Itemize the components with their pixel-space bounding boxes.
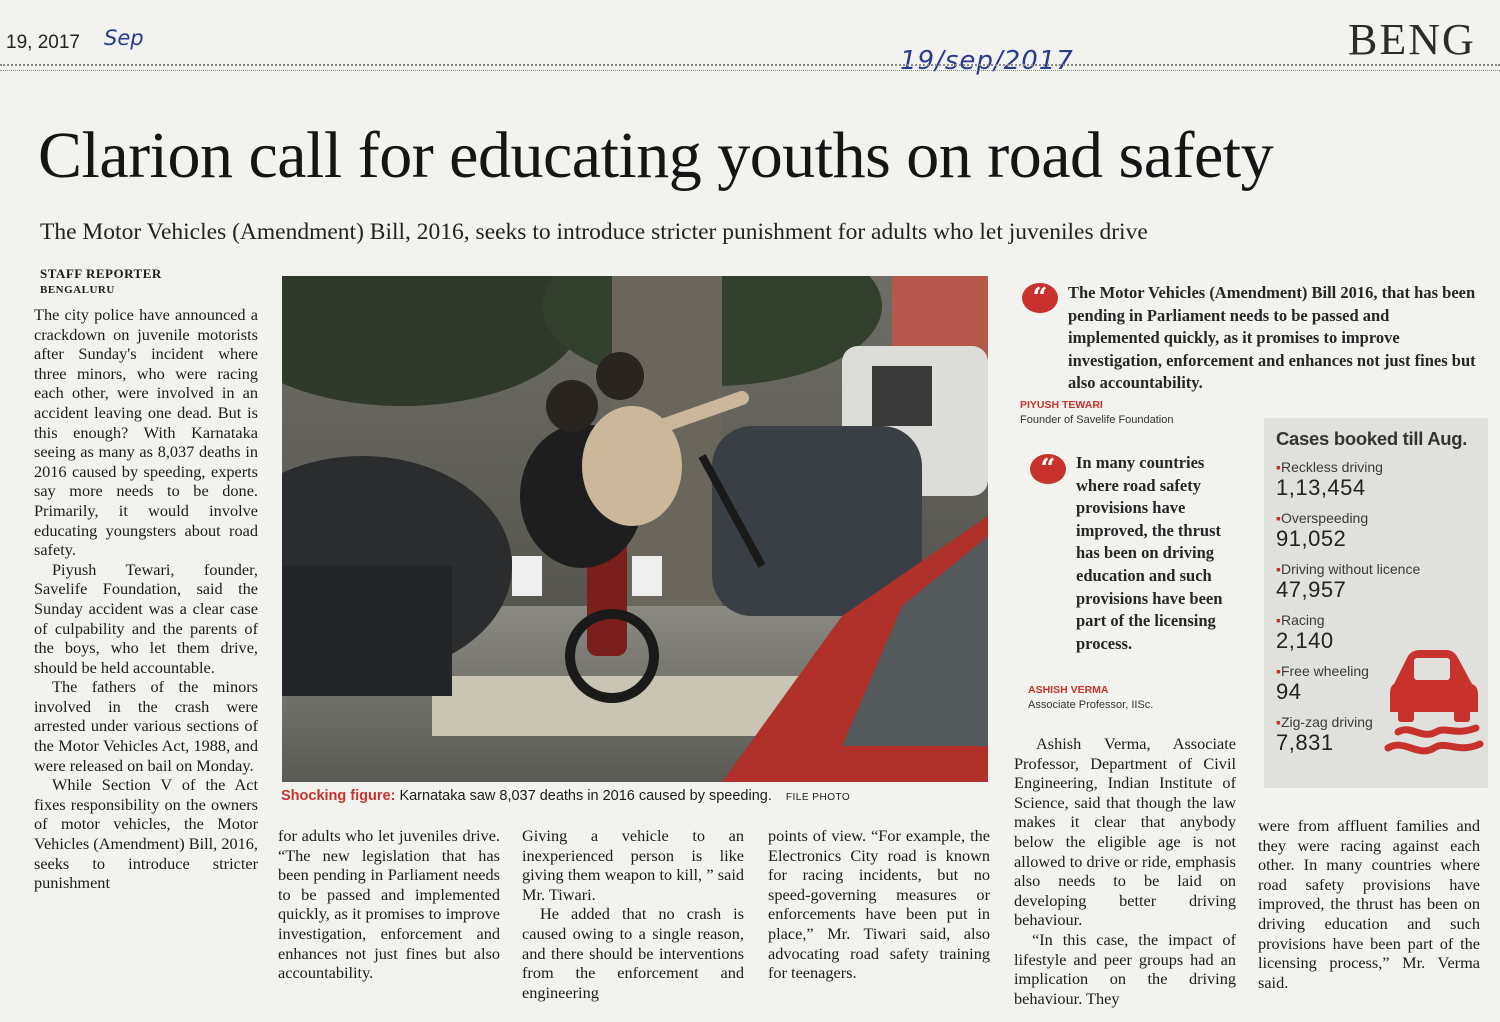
stat-label: ▪ Driving without licence xyxy=(1276,561,1488,577)
paragraph: were from affluent families and they were racing against each other. In many countries where road safety provisions have improved, the thrust has been on driving education and such provisions have been part of the licensing process,” Mr. Verma said. xyxy=(1258,816,1480,992)
paragraph: The fathers of the minors involved in the crash were arrested under various sections of the Motor Vehicles Act, 1988, and were released on bail on Monday. xyxy=(34,677,258,775)
article-column-6 xyxy=(1258,816,1480,992)
stat-value: 2,140 xyxy=(1276,628,1334,653)
paragraph: The city police have announced a crackdown on juvenile motorists after Sunday's incident where three minors, who were racing each other, were involved in an accident leaving one dead. But is this enough? With Karnataka seeing as many as 8,037 deaths in 2016 caused by speeding, experts say more needs to be done. Primarily, it would involve educating youngsters about road safety. xyxy=(34,305,258,560)
stat-value: 94 xyxy=(1276,679,1302,704)
photo-credit: FILE PHOTO xyxy=(785,792,851,803)
paragraph: While Section V of the Act fixes responsibility on the owners of motor vehicles, the Motor Vehicles (Amendment) Bill, 2016, seeks to introduce stricter punishment xyxy=(34,775,258,893)
masthead-rule xyxy=(0,64,1500,66)
stat-value: 7,831 xyxy=(1276,730,1334,755)
paragraph: for adults who let juveniles drive. “The new legislation that has been pending in Parliament needs to be passed and implemented quickly, as it promises to improve investigation, enforcement and enhances not just fines but also accountability. xyxy=(278,826,500,983)
byline-reporter: STAFF REPORTER xyxy=(40,266,162,281)
stat-label: ▪ Overspeeding xyxy=(1276,510,1488,526)
pull-quote-1: The Motor Vehicles (Amendment) Bill 2016, that has been pending in Parliament needs to be passed and implemented quickly, as it promises to improve investigation, enforcement and enhances not just fines but also accountability. xyxy=(1068,283,1476,392)
article-column-2 xyxy=(278,826,500,983)
article-column-3 xyxy=(522,826,744,1002)
pull-quote-2: In many countries where road safety provisions have improved, the thrust has been on driving education and such provisions have been part of the licensing process. xyxy=(1076,453,1223,653)
paragraph: Ashish Verma, Associate Professor, Department of Civil Engineering, Indian Institute of Science, said that though the law makes it clear that anybody below the eligible age is not allowed to drive or ride, emphasis also needs to be laid on developing better driving behaviour. xyxy=(1014,734,1236,930)
paragraph: Giving a vehicle to an inexperienced person is like giving them weapon to kill, ” said Mr. Tiwari. xyxy=(522,826,744,904)
stats-box xyxy=(1264,418,1488,788)
paper-name: BENG xyxy=(1348,15,1476,64)
stat-label: ▪ Racing xyxy=(1276,612,1488,628)
caption-text: Karnataka saw 8,037 deaths in 2016 caused by speeding. xyxy=(399,788,772,804)
stat-item xyxy=(1276,561,1488,603)
article-column-1 xyxy=(34,305,258,893)
stat-label: ▪ Free wheeling xyxy=(1276,663,1488,679)
stat-value: 91,052 xyxy=(1276,526,1347,551)
article-column-5 xyxy=(1014,734,1236,1008)
skidding-car-icon xyxy=(1380,640,1484,760)
stat-item xyxy=(1276,510,1488,552)
paragraph: “In this case, the impact of lifestyle and peer groups had an implication on the driving behaviour. They xyxy=(1014,929,1236,1008)
news-photo xyxy=(282,276,988,782)
paragraph: He added that no crash is caused owing to a single reason, and there should be interventions from the enforcement and engineering xyxy=(522,904,744,1002)
edition-date: 19, 2017 xyxy=(6,32,80,53)
stat-item xyxy=(1276,459,1488,501)
quote-icon: “ xyxy=(1022,283,1058,313)
handwritten-date: 19/sep/2017 xyxy=(900,46,1074,76)
quote1-title: Founder of Savelife Foundation xyxy=(1020,414,1174,426)
stat-label: ▪ Reckless driving xyxy=(1276,459,1488,475)
caption-lead: Shocking figure: xyxy=(281,788,396,804)
handwritten-month-note: Sep xyxy=(104,26,144,50)
stat-value: 47,957 xyxy=(1276,577,1347,602)
photo-caption xyxy=(281,788,850,804)
paragraph: Piyush Tewari, founder, Savelife Foundation, said the Sunday accident was a clear case of culpability and the parents of the boys, who let them drive, should be held accountable. xyxy=(34,559,258,677)
stat-label: ▪ Zig-zag driving xyxy=(1276,714,1488,730)
headline: Clarion call for educating youths on road safety xyxy=(38,119,1274,192)
paragraph: points of view. “For example, the Electronics City road is known for racing incidents, but no speed-governing measures or enforcements have been put in place,” Mr. Tiwari said, also advocating road safety training for teenagers. xyxy=(768,826,990,983)
quote2-name: ASHISH VERMA xyxy=(1028,684,1109,696)
quote-icon: “ xyxy=(1030,454,1066,484)
quote2-title: Associate Professor, IISc. xyxy=(1028,699,1154,711)
article-column-4 xyxy=(768,826,990,983)
stat-value: 1,13,454 xyxy=(1276,475,1366,500)
byline-location: BENGALURU xyxy=(40,284,115,296)
stats-title: Cases booked till Aug. xyxy=(1276,428,1468,449)
photo-illustration xyxy=(282,276,988,782)
masthead-rule-2 xyxy=(0,70,1500,71)
quote1-name: PIYUSH TEWARI xyxy=(1020,399,1103,411)
subheadline: The Motor Vehicles (Amendment) Bill, 2016, seeks to introduce stricter punishment for adults who let juveniles drive xyxy=(40,219,1148,245)
